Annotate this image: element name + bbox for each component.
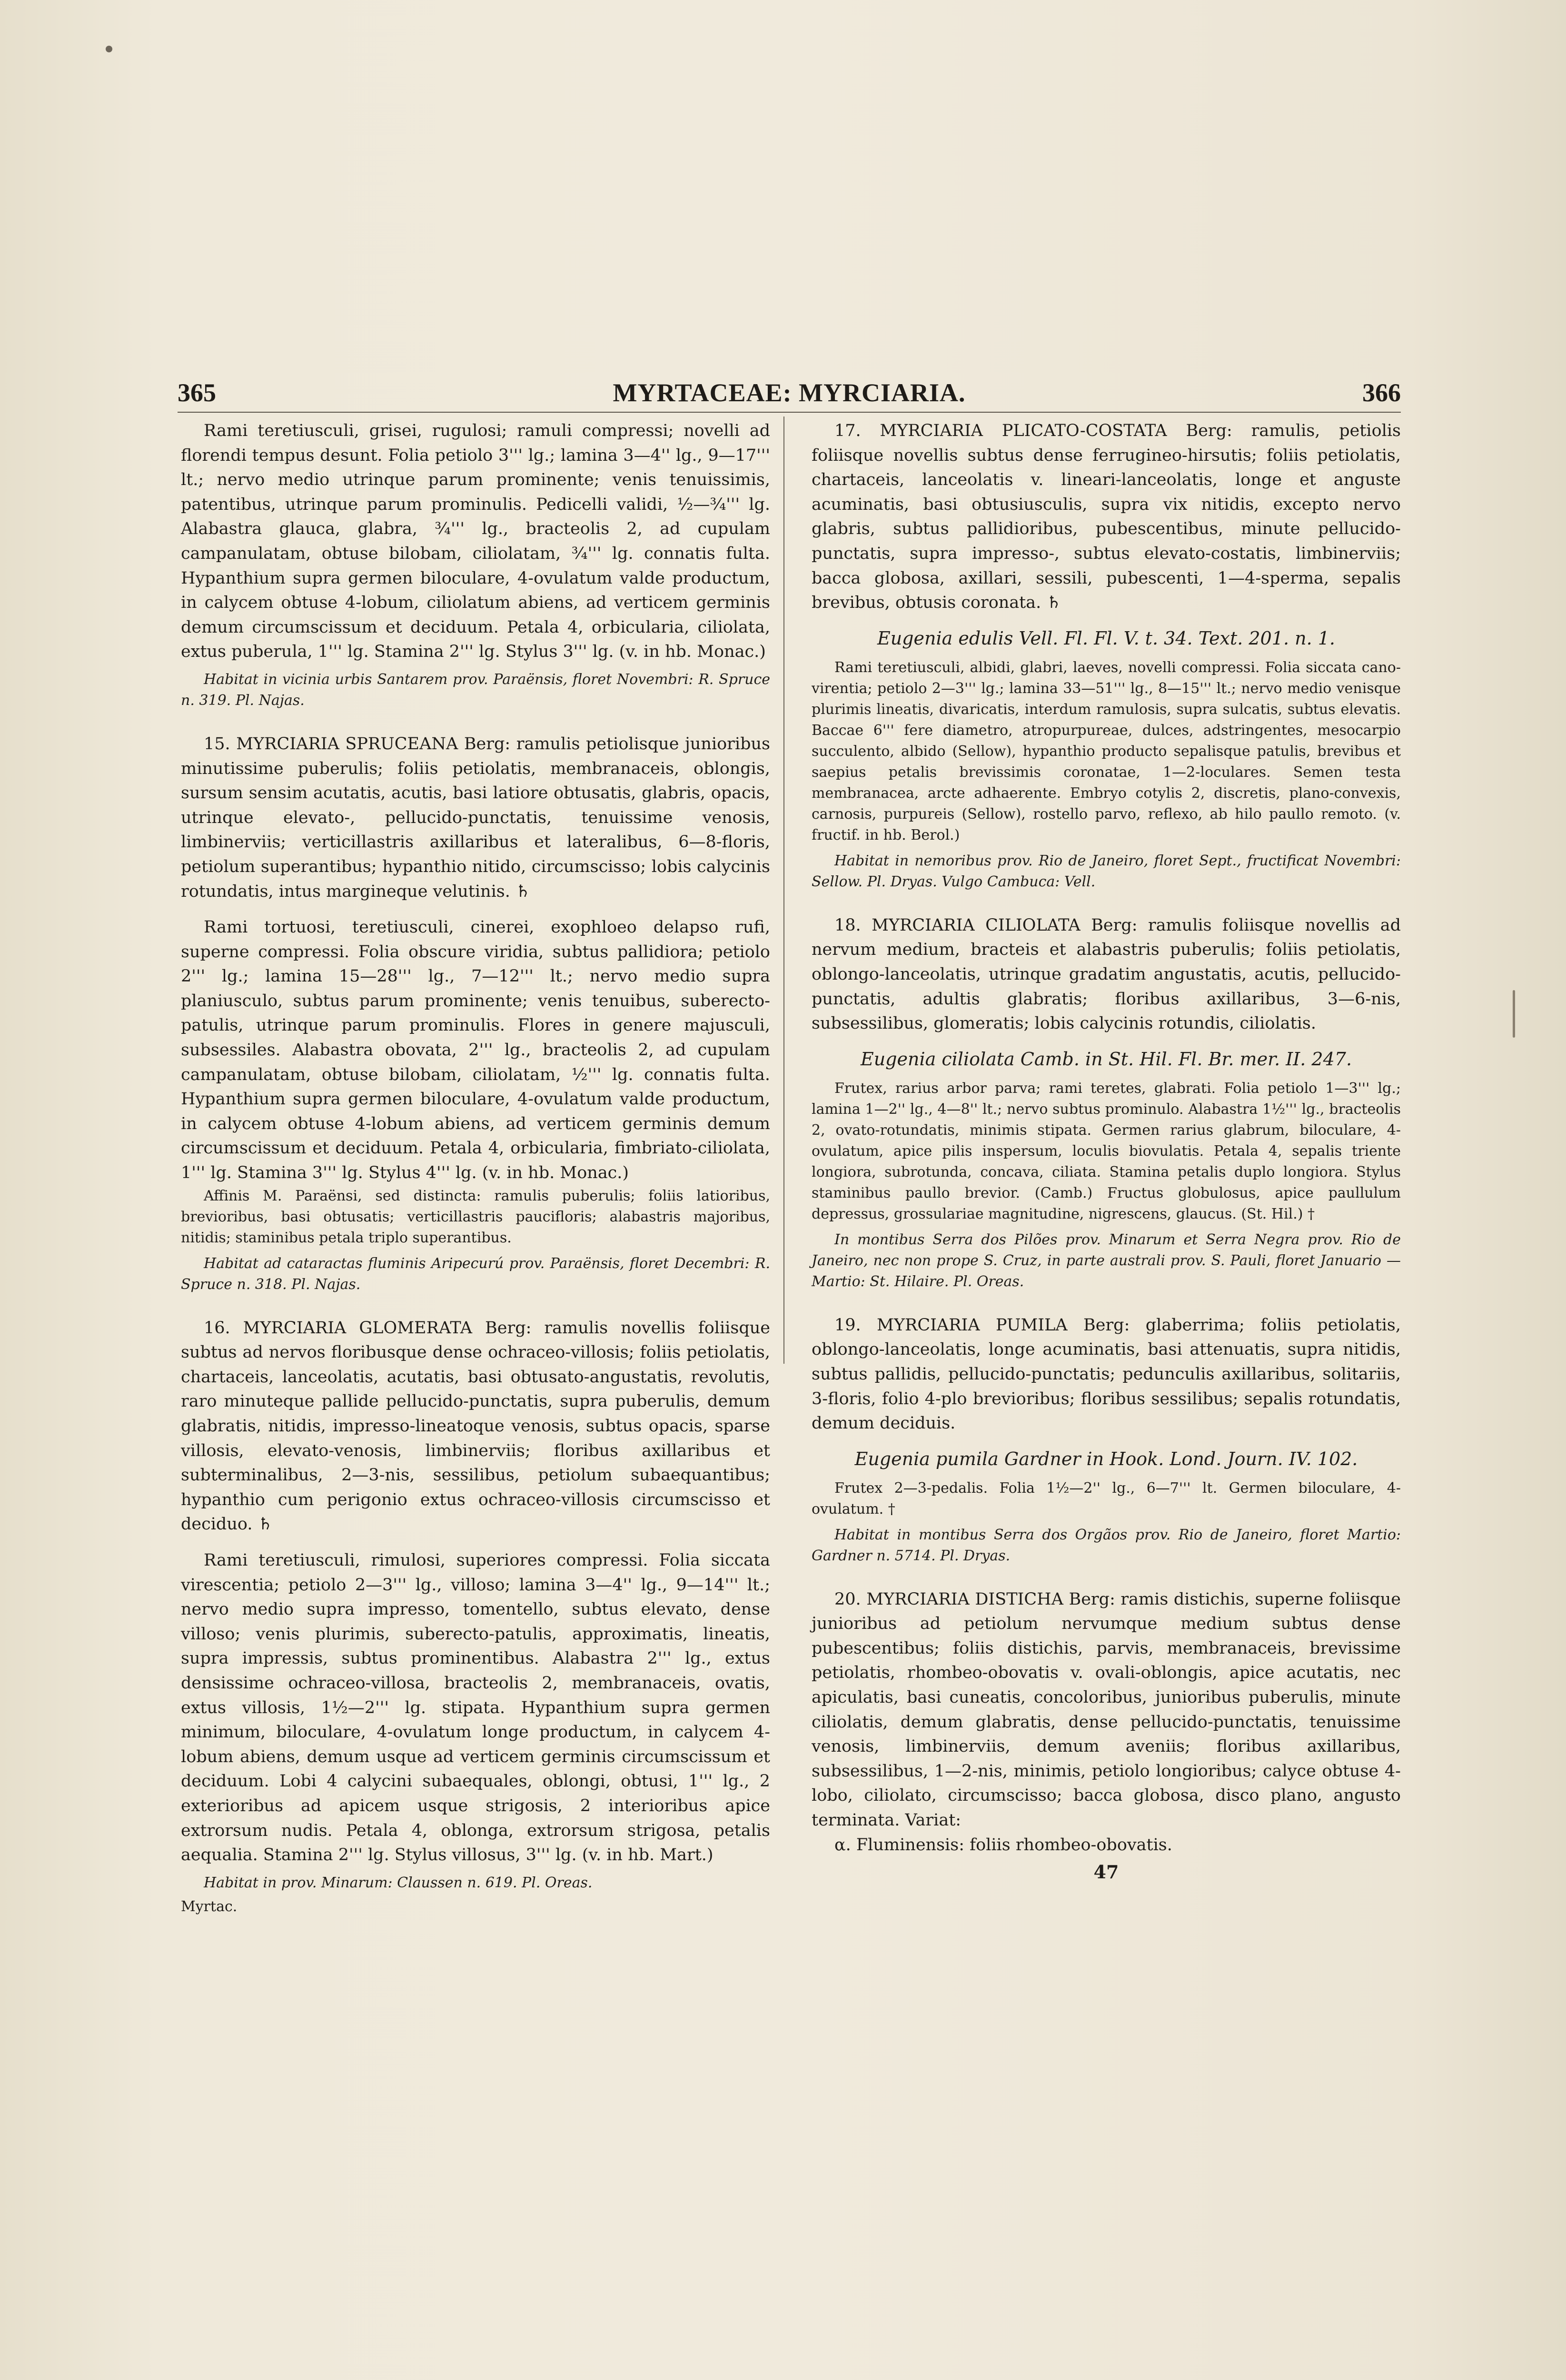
habitat-note-16: Habitat in prov. Minarum: Claussen n. 619. Pl. Oreas.	[204, 1874, 593, 1891]
running-title: MYRTACEAE: MYRCIARIA.	[613, 378, 966, 407]
page-number-left: 365	[178, 378, 216, 407]
habitat-note-17: Habitat in nemoribus prov. Rio de Janeiro, floret Sept., fructificat Novembri: Sellow. Pl. Dryas. Vulgo Cambuca: Vell.	[812, 852, 1401, 890]
ink-speck	[106, 46, 112, 52]
page-number-right: 366	[1362, 378, 1401, 407]
species-description-16: Rami teretiusculi, rimulosi, superiores compressi. Folia siccata virescentia; petiolo 2—3''' lg., villoso; lamina 3—4'' lg., 9—14''' lt.; nervo medio supra impresso, tomentello, subtus elevato, dense villoso; venis plurimis, suberecto-patulis, approximatis, lineatis, supra impressis, subtus prominentibus. Alabastra 2''' lg., extus densissime ochraceo-villosa, bracteolis 2, membranaceis, ovatis, extus villosis, 1½—2''' lg. stipata. Hypanthium supra germen minimum, biloculare, 4-ovulatum longe productum, in calycem 4-lobum abiens, demum usque ad verticem germinis circumscissum et deciduum. Lobi 4 calycini subaequales, oblongi, obtusi, 1''' lg., 2 exterioribus ad apicem usque strigosis, 2 interioribus apice extrorsum nudis. Petala 4, oblonga, extrorsum strigosa, petalis aequalia. Stamina 2''' lg. Stylus villosus, 3''' lg. (v. in hb. Mart.)	[181, 1550, 770, 1865]
species-heading-15: 15. MYRCIARIA SPRUCEANA Berg: ramulis petiolisque junioribus minutissime puberulis; foliis petiolatis, membranaceis, oblongis, sursum sensim acutatis, acutis, basi latiore obtusatis, glabris, opacis, utrinque elevato-, pellucido-punctatis, tenuissime venosis, limbinerviis; verticillastris axillaribus et lateralibus, 6—8-floris, petiolum superantibus; hypanthio nitido, circumscisso; lobis calycinis rotundatis, intus margineque velutinis. ♄	[181, 734, 770, 901]
species-heading-16: 16. MYRCIARIA GLOMERATA Berg: ramulis novellis foliisque subtus ad nervos floribusque dense ochraceo-villosis; foliis petiolatis, chartaceis, lanceolatis, acutatis, basi obtusato-angustatis, revolutis, raro minuteque pallide pellucido-punctatis, supra puberulis, demum glabratis, nitidis, impresso-lineatoque venosis, subtus opacis, sparse villosis, elevato-venosis, limbinerviis; floribus axillaribus et subterminalibus, 2—3-nis, sessilibus, petiolum subaequantibus; hypanthio cum perigonio extus ochraceo-villosis circumscisso et deciduo. ♄	[181, 1318, 770, 1534]
species-heading-19: 19. MYRCIARIA PUMILA Berg: glaberrima; foliis petiolatis, oblongo-lanceolatis, longe acuminatis, basi attenuatis, supra nitidis, subtus pallidis, pellucido-punctatis; pedunculis axillaribus, solitariis, 3-floris, folio 4-plo brevioribus; floribus sessilibus; sepalis rotundatis, demum deciduis.	[812, 1315, 1401, 1433]
column-divider	[783, 416, 784, 1364]
species-heading-20: 20. MYRCIARIA DISTICHA Berg: ramis distichis, superne foliisque junioribus ad petiolum nervumque medium subtus dense pubescentibus; foliis distichis, parvis, membranaceis, brevissime petiolatis, rhombeo-obovatis v. ovali-oblongis, apice acutatis, nec apiculatis, basi cuneatis, concoloribus, junioribus puberulis, minute ciliolatis, demum glabratis, dense pellucido-punctatis, tenuissime venosis, limbinerviis, demum aveniis; floribus axillaribus, subsessilibus, 1—2-nis, minimis, petiolo longioribus; calyce obtuse 4-lobo, ciliolato, circumscisso; bacca globosa, disco plano, angusto terminata. Variat:	[812, 1589, 1401, 1830]
affinity-note-15: Affinis M. Paraënsi, sed distincta: ramulis puberulis; foliis latioribus, brevioribus, basi obtusatis; verticillastris paucifloris; alabastris majoribus, nitidis; staminibus petala triplo superantibus.	[181, 1187, 770, 1246]
running-head	[178, 376, 1401, 409]
habitat-note-19: Habitat in montibus Serra dos Orgãos prov. Rio de Janeiro, floret Martio: Gardner n. 5714. Pl. Dryas.	[812, 1526, 1401, 1564]
header-rule	[178, 412, 1401, 413]
species-description-18: Frutex, rarius arbor parva; rami teretes, glabrati. Folia petiolo 1—3''' lg.; lamina 1—2'' lg., 4—8'' lt.; nervo subtus prominulo. Alabastra 1½''' lg., bracteolis 2, ovato-rotundatis, minimis stipata. Germen rarius glabrum, biloculare, 4-ovulatum, apice pilis inspersum, loculis biovulatis. Petala 4, sepalis triente longiora, subrotunda, concava, ciliata. Stamina petalis duplo longiora. Stylus staminibus paullo brevior. (Camb.) Fructus globulosus, apice paullulum depressus, grossulariae magnitudine, nigrescens, glaucus. (St. Hil.) †	[812, 1080, 1401, 1222]
species-heading-17: 17. MYRCIARIA PLICATO-COSTATA Berg: ramulis, petiolis foliisque novellis subtus dense ferrugineo-hirsutis; foliis petiolatis, chartaceis, lanceolatis v. lineari-lanceolatis, longe et anguste acuminatis, basi obtusiusculis, supra vix nitidis, excepto nervo glabris, subtus pallidioribus, pubescentibus, minute pellucido-punctatis, supra impresso-, subtus elevato-costatis, limbinerviis; bacca globosa, axillari, sessili, pubescenti, 1—4-sperma, sepalis brevibus, obtusis coronata. ♄	[812, 421, 1401, 613]
habitat-note-18: In montibus Serra dos Pilões prov. Minarum et Serra Negra prov. Rio de Janeiro, nec non prope S. Cruz, in parte australi prov. S. Pauli, floret Januario — Martio: St. Hilaire. Pl. Oreas.	[812, 1231, 1401, 1290]
species-description-15: Rami tortuosi, teretiusculi, cinerei, exophloeo delapso rufi, superne compressi. Folia obscure viridia, subtus pallidiora; petiolo 2''' lg.; lamina 15—28''' lg., 7—12''' lt.; nervo medio supra planiusculo, subtus parum prominente; venis tenuibus, suberecto-patulis, utrinque parum prominulis. Flores in genere majusculi, subsessiles. Alabastra obovata, 2''' lg., bracteolis 2, ad cupulam campanulatam, obtuse bilobam, ciliolatam, ½''' lg. connatis fulta. Hypanthium supra germen biloculare, 4-ovulatum valde productum, in calycem obtuse 4-lobum abiens, ad verticem germinis demum circumscissum et deciduum. Petala 4, orbicularia, fimbriato-ciliolata, 1''' lg. Stamina 3''' lg. Stylus 4''' lg. (v. in hb. Monac.)	[181, 918, 770, 1183]
signature-number: 47	[1093, 1861, 1119, 1883]
synonym-18: Eugenia ciliolata Camb. in St. Hil. Fl. Br. mer. II. 247.	[860, 1048, 1352, 1070]
description-paragraph: Rami teretiusculi, grisei, rugulosi; ramuli compressi; novelli ad florendi tempus desunt. Folia petiolo 3''' lg.; lamina 3—4'' lg., 9—17''' lt.; nervo medio utrinque parum prominente; venis tenuissimis, patentibus, utrinque parum prominulis. Pedicelli validi, ½—¾''' lg. Alabastra glauca, glabra, ¾''' lg., bracteolis 2, ad cupulam campanulatam, obtuse bilobam, ciliolatam, ¾''' lg. connatis fulta. Hypanthium supra germen biloculare, 4-ovulatum valde productum, in calycem obtuse 4-lobum, ciliolatum abiens, ad verticem germinis demum circumscissum et deciduum. Petala 4, orbicularia, ciliolata, extus puberula, 1''' lg. Stamina 2''' lg. Stylus 3''' lg. (v. in hb. Monac.)	[181, 421, 770, 662]
species-description-19: Frutex 2—3-pedalis. Folia 1½—2'' lg., 6—7''' lt. Germen biloculare, 4-ovulatum. †	[812, 1479, 1401, 1517]
signature-mark: Myrtac.	[181, 1898, 238, 1915]
habitat-note: Habitat in vicinia urbis Santarem prov. Paraënsis, floret Novembri: R. Spruce n. 319. Pl. Najas.	[181, 671, 770, 709]
species-description-17: Rami teretiusculi, albidi, glabri, laeves, novelli compressi. Folia siccata cano-virentia; petiolo 2—3''' lg.; lamina 33—51''' lg., 8—15''' lt.; nervo medio venisque plurimis lineatis, divaricatis, interdum ramulosis, supra sulcatis, subtus elevatis. Baccae 6''' fere diametro, atropurpureae, dulces, adstringentes, mesocarpio succulento, albido (Sellow), hypanthio producto sepalisque patulis, brevibus et saepius petalis brevissimis coronatae, 1—2-loculares. Semen testa membranacea, arcte adhaerente. Embryo cotylis 2, discretis, plano-convexis, carnosis, purpureis (Sellow), rostello parvo, reflexo, ab hilo paullo remoto. (v. fructif. in hb. Berol.)	[812, 659, 1401, 843]
variety-line: α. Fluminensis: foliis rhombeo-obovatis.	[834, 1835, 1172, 1854]
habitat-note-15: Habitat ad cataractas fluminis Aripecurú prov. Paraënsis, floret Decembri: R. Spruce n. 318. Pl. Najas.	[181, 1255, 770, 1293]
right-column	[812, 419, 1401, 1884]
left-column	[181, 419, 770, 1917]
synonym-17: Eugenia edulis Vell. Fl. Fl. V. t. 34. Text. 201. n. 1.	[877, 627, 1336, 649]
species-heading-18: 18. MYRCIARIA CILIOLATA Berg: ramulis foliisque novellis ad nervum medium, bracteis et alabastris puberulis; foliis petiolatis, oblongo-lanceolatis, utrinque gradatim angustatis, acutis, pellucido-punctatis, adultis glabratis; floribus axillaribus, 3—6-nis, subsessilibus, glomeratis; lobis calycinis rotundis, ciliolatis.	[812, 915, 1401, 1033]
margin-mark	[1513, 990, 1515, 1038]
synonym-19: Eugenia pumila Gardner in Hook. Lond. Journ. IV. 102.	[854, 1448, 1358, 1469]
